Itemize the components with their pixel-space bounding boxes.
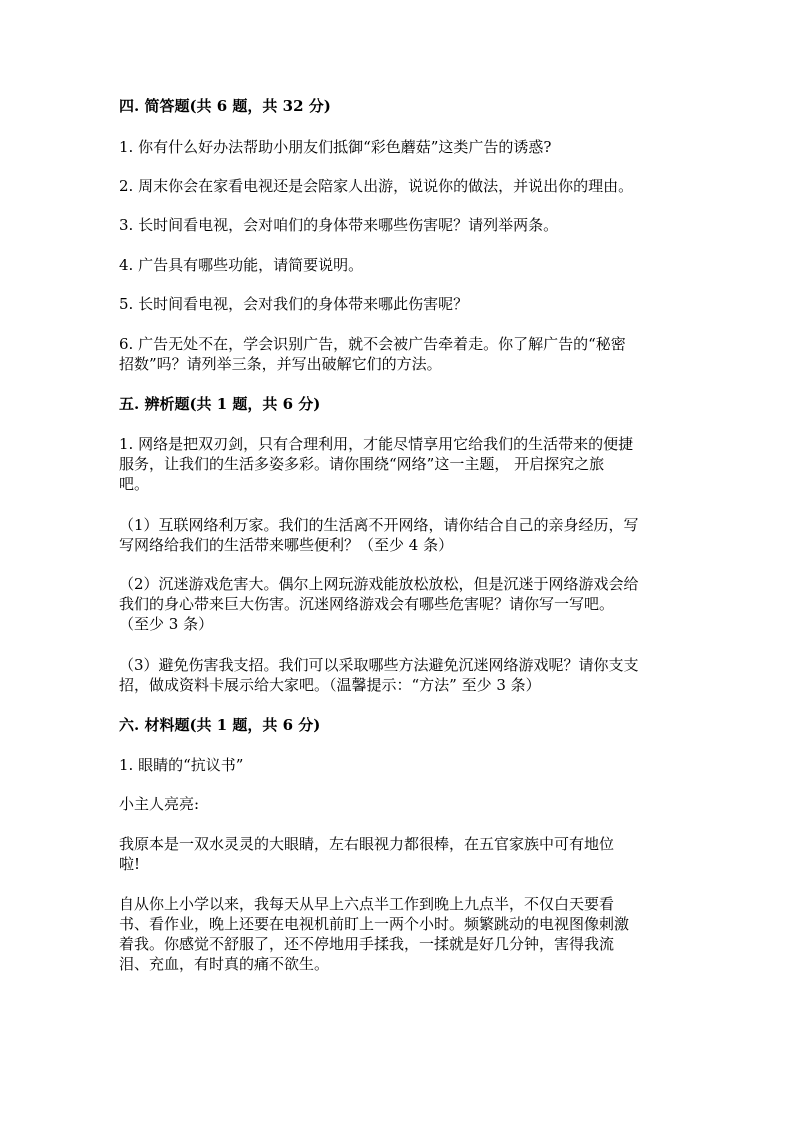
- sub-question-2-line-2: 我们的身心带来巨大伤害。沉迷网络游戏会有哪些危害呢？请你写一写吧。: [119, 595, 615, 613]
- question-3: 3. 长时间看电视，会对咱们的身体带来哪些伤害呢？请列举两条。: [119, 216, 559, 234]
- sub-question-2-line-3: （至少 3 条）: [119, 615, 214, 633]
- section-heading-short-answer: 四. 简答题(共 6 题，共 32 分): [119, 97, 331, 115]
- question-2: 2. 周末你会在家看电视还是会陪家人出游，说说你的做法，并说出你的理由。: [119, 177, 634, 195]
- sub-question-3-line-1: （3）避免伤害我支招。我们可以采取哪些方法避免沉迷网络游戏呢？请你支支: [119, 656, 639, 674]
- section-heading-analysis: 五. 辨析题(共 1 题，共 6 分): [119, 395, 321, 413]
- letter-para-2-line-1: 自从你上小学以来，我每天从早上六点半工作到晚上九点半，不仅白天要看: [119, 895, 615, 913]
- letter-para-2-line-4: 泪、充血，有时真的痛不欲生。: [119, 955, 330, 973]
- letter-para-1-line-1: 我原本是一双水灵灵的大眼睛，左右眼视力都很棒，在五官家族中可有地位: [119, 835, 615, 853]
- sub-question-1-line-1: （1）互联网络利万家。我们的生活离不开网络，请你结合自己的亲身经历，写: [119, 516, 639, 534]
- analysis-intro-line-2: 服务，让我们的生活多姿多彩。请你围绕“网络”这一主题， 开启探究之旅: [119, 455, 605, 473]
- question-1: 1. 你有什么好办法帮助小朋友们抵御“彩色蘑菇”这类广告的诱惑?: [119, 138, 552, 156]
- analysis-intro-line-1: 1. 网络是把双刃剑，只有合理利用，才能尽情享用它给我们的生活带来的便捷: [119, 435, 634, 453]
- question-6-line-2: 招数”吗？请列举三条，并写出破解它们的方法。: [119, 355, 442, 373]
- sub-question-2-line-1: （2）沉迷游戏危害大。偶尔上网玩游戏能放松放松，但是沉迷于网络游戏会给: [119, 575, 639, 593]
- analysis-intro-line-3: 吧。: [119, 475, 150, 493]
- sub-question-3-line-2: 招，做成资料卡展示给大家吧。（温馨提示：“方法” 至少 3 条）: [119, 676, 541, 694]
- section-heading-material: 六. 材料题(共 1 题，共 6 分): [119, 716, 321, 734]
- question-6-line-1: 6. 广告无处不在，学会识别广告，就不会被广告牵着走。你了解广告的“秘密: [119, 335, 626, 353]
- letter-para-2-line-3: 着我。你感觉不舒服了，还不停地用手揉我，一揉就是好几分钟，害得我流: [119, 935, 615, 953]
- material-title: 1. 眼睛的“抗议书”: [119, 756, 244, 774]
- question-5: 5. 长时间看电视，会对我们的身体带来哪此伤害呢？: [119, 295, 469, 313]
- sub-question-1-line-2: 写网络给我们的生活带来哪些便利？（至少 4 条）: [119, 536, 454, 554]
- letter-salutation: 小主人亮亮:: [119, 795, 200, 813]
- question-4: 4. 广告具有哪些功能，请简要说明。: [119, 256, 364, 274]
- letter-para-2-line-2: 书、看作业，晚上还要在电视机前盯上一两个小时。频繁跳动的电视图像刺激: [119, 915, 630, 933]
- letter-para-1-line-2: 啦!: [119, 855, 141, 873]
